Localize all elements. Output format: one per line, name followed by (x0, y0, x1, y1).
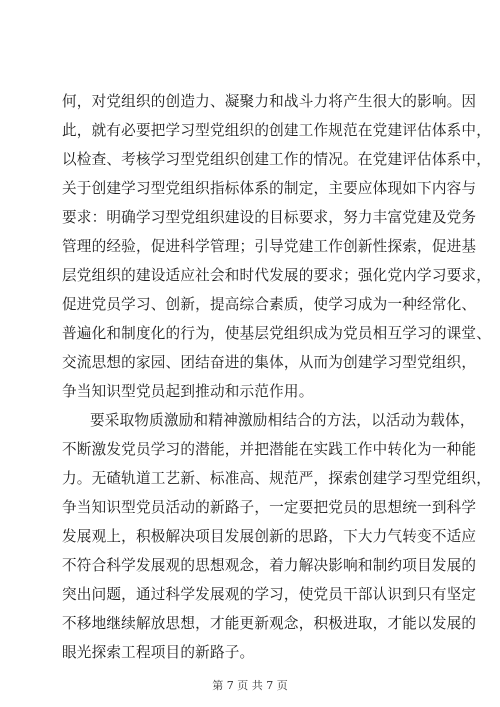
paragraph-1-line-6: 管理的经验，促进科学管理；引导党建工作创新性探索，促进基 (62, 238, 477, 255)
paragraph-1-line-4: 关于创建学习型党组织指标体系的制定，主要应体现如下内容与 (62, 180, 477, 197)
paragraph-2-line-4: 争当知识型党员活动的新路子，一定要把党员的思想统一到科学 (62, 499, 477, 516)
paragraph-1-line-10: 交流思想的家园、团结奋进的集体，从而为创建学习型党组织， (62, 354, 477, 371)
paragraph-1-line-1: 何，对党组织的创造力、凝聚力和战斗力将产生很大的影响。因 (62, 93, 477, 110)
paragraph-2-line-2: 不断激发党员学习的潜能，并把潜能在实践工作中转化为一种能 (62, 441, 477, 458)
paragraph-1-line-2: 此，就有必要把学习型党组织的创建工作规范在党建评估体系中， (62, 122, 492, 139)
paragraph-1-line-5: 要求：明确学习型党组织建设的目标要求，努力丰富党建及党务 (62, 209, 477, 226)
paragraph-2-line-6: 不符合科学发展观的思想观念，着力解决影响和制约项目发展的 (62, 557, 477, 574)
paragraph-1-line-11: 争当知识型党员起到推动和示范作用。 (62, 383, 314, 400)
paragraph-1-line-9: 普遍化和制度化的行为，使基层党组织成为党员相互学习的课堂、 (62, 325, 492, 342)
paragraph-2-line-7: 突出问题，通过科学发展观的学习，使党员干部认识到只有坚定 (62, 586, 477, 603)
page-number-footer: 第 7 页 共 7 页 (212, 679, 288, 692)
paragraph-2-line-5: 发展观上，积极解决项目发展创新的思路，下大力气转变不适应 (62, 528, 477, 545)
paragraph-1-line-3: 以检查、考核学习型党组织创建工作的情况。在党建评估体系中， (62, 151, 492, 168)
paragraph-2-line-8: 不移地继续解放思想，才能更新观念，积极进取，才能以发展的 (62, 615, 477, 632)
paragraph-1-line-8: 促进党员学习、创新，提高综合素质，使学习成为一种经常化、 (62, 296, 477, 313)
paragraph-2-line-1: 要采取物质激励和精神激励相结合的方法，以活动为载体， (90, 412, 475, 429)
paragraph-2-line-9: 眼光探索工程项目的新路子。 (62, 644, 255, 661)
paragraph-2-line-3: 力。无碴轨道工艺新、标准高、规范严，探索创建学习型党组织， (62, 470, 492, 487)
paragraph-1-line-7: 层党组织的建设适应社会和时代发展的要求；强化党内学习要求， (62, 267, 492, 284)
